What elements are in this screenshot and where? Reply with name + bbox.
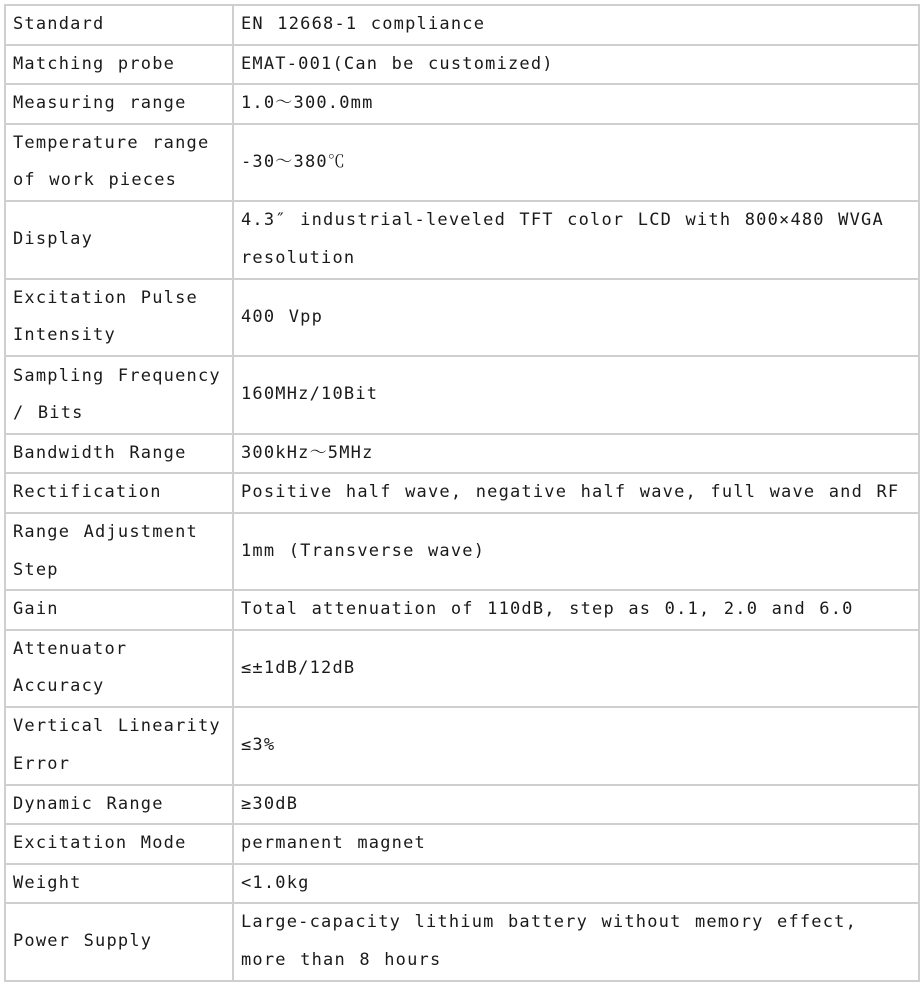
- spec-value: <1.0kg: [233, 864, 919, 904]
- table-row: [5, 84, 919, 124]
- table-row: [5, 864, 919, 904]
- table-row: [5, 824, 919, 864]
- spec-label: Power Supply: [5, 903, 233, 981]
- table-row: [5, 785, 919, 825]
- spec-value: ≤±1dB/12dB: [233, 630, 919, 707]
- table-row: [5, 45, 919, 85]
- table-row: [5, 630, 919, 707]
- spec-label: Standard: [5, 5, 233, 45]
- table-row: [5, 5, 919, 45]
- spec-label: Weight: [5, 864, 233, 904]
- spec-label: Attenuator Accuracy: [5, 630, 233, 707]
- table-row: [5, 590, 919, 630]
- table-row: [5, 473, 919, 513]
- spec-value: 400 Vpp: [233, 279, 919, 357]
- spec-label: Display: [5, 201, 233, 279]
- spec-label: Rectification: [5, 473, 233, 513]
- spec-value: 1.0～300.0mm: [233, 84, 919, 124]
- spec-label: Excitation Mode: [5, 824, 233, 864]
- table-row: [5, 434, 919, 474]
- spec-label: Dynamic Range: [5, 785, 233, 825]
- spec-value: ≤3%: [233, 707, 919, 785]
- spec-value: 160MHz/10Bit: [233, 356, 919, 434]
- spec-value: 1mm (Transverse wave): [233, 513, 919, 591]
- spec-value: -30～380℃: [233, 124, 919, 202]
- table-row: [5, 513, 919, 591]
- spec-value: EMAT-001(Can be customized): [233, 45, 919, 85]
- spec-value: Positive half wave, negative half wave, full wave and RF: [233, 473, 919, 513]
- spec-table: [4, 4, 920, 982]
- spec-label: Measuring range: [5, 84, 233, 124]
- spec-value: EN 12668-1 compliance: [233, 5, 919, 45]
- spec-label: Range Adjustment Step: [5, 513, 233, 591]
- spec-label: Gain: [5, 590, 233, 630]
- table-row: [5, 356, 919, 434]
- spec-value: Total attenuation of 110dB, step as 0.1, 2.0 and 6.0: [233, 590, 919, 630]
- table-row: [5, 707, 919, 785]
- table-row: [5, 124, 919, 202]
- spec-value: 4.3″ industrial-leveled TFT color LCD with 800×480 WVGA resolution: [233, 201, 919, 279]
- spec-value: permanent magnet: [233, 824, 919, 864]
- spec-value: 300kHz～5MHz: [233, 434, 919, 474]
- spec-label: Matching probe: [5, 45, 233, 85]
- spec-label: Sampling Frequency / Bits: [5, 356, 233, 434]
- table-row: [5, 903, 919, 981]
- spec-label: Excitation Pulse Intensity: [5, 279, 233, 357]
- spec-label: Bandwidth Range: [5, 434, 233, 474]
- spec-label: Temperature range of work pieces: [5, 124, 233, 202]
- table-row: [5, 201, 919, 279]
- spec-value: Large-capacity lithium battery without memory effect, more than 8 hours: [233, 903, 919, 981]
- table-row: [5, 279, 919, 357]
- spec-label: Vertical Linearity Error: [5, 707, 233, 785]
- spec-value: ≥30dB: [233, 785, 919, 825]
